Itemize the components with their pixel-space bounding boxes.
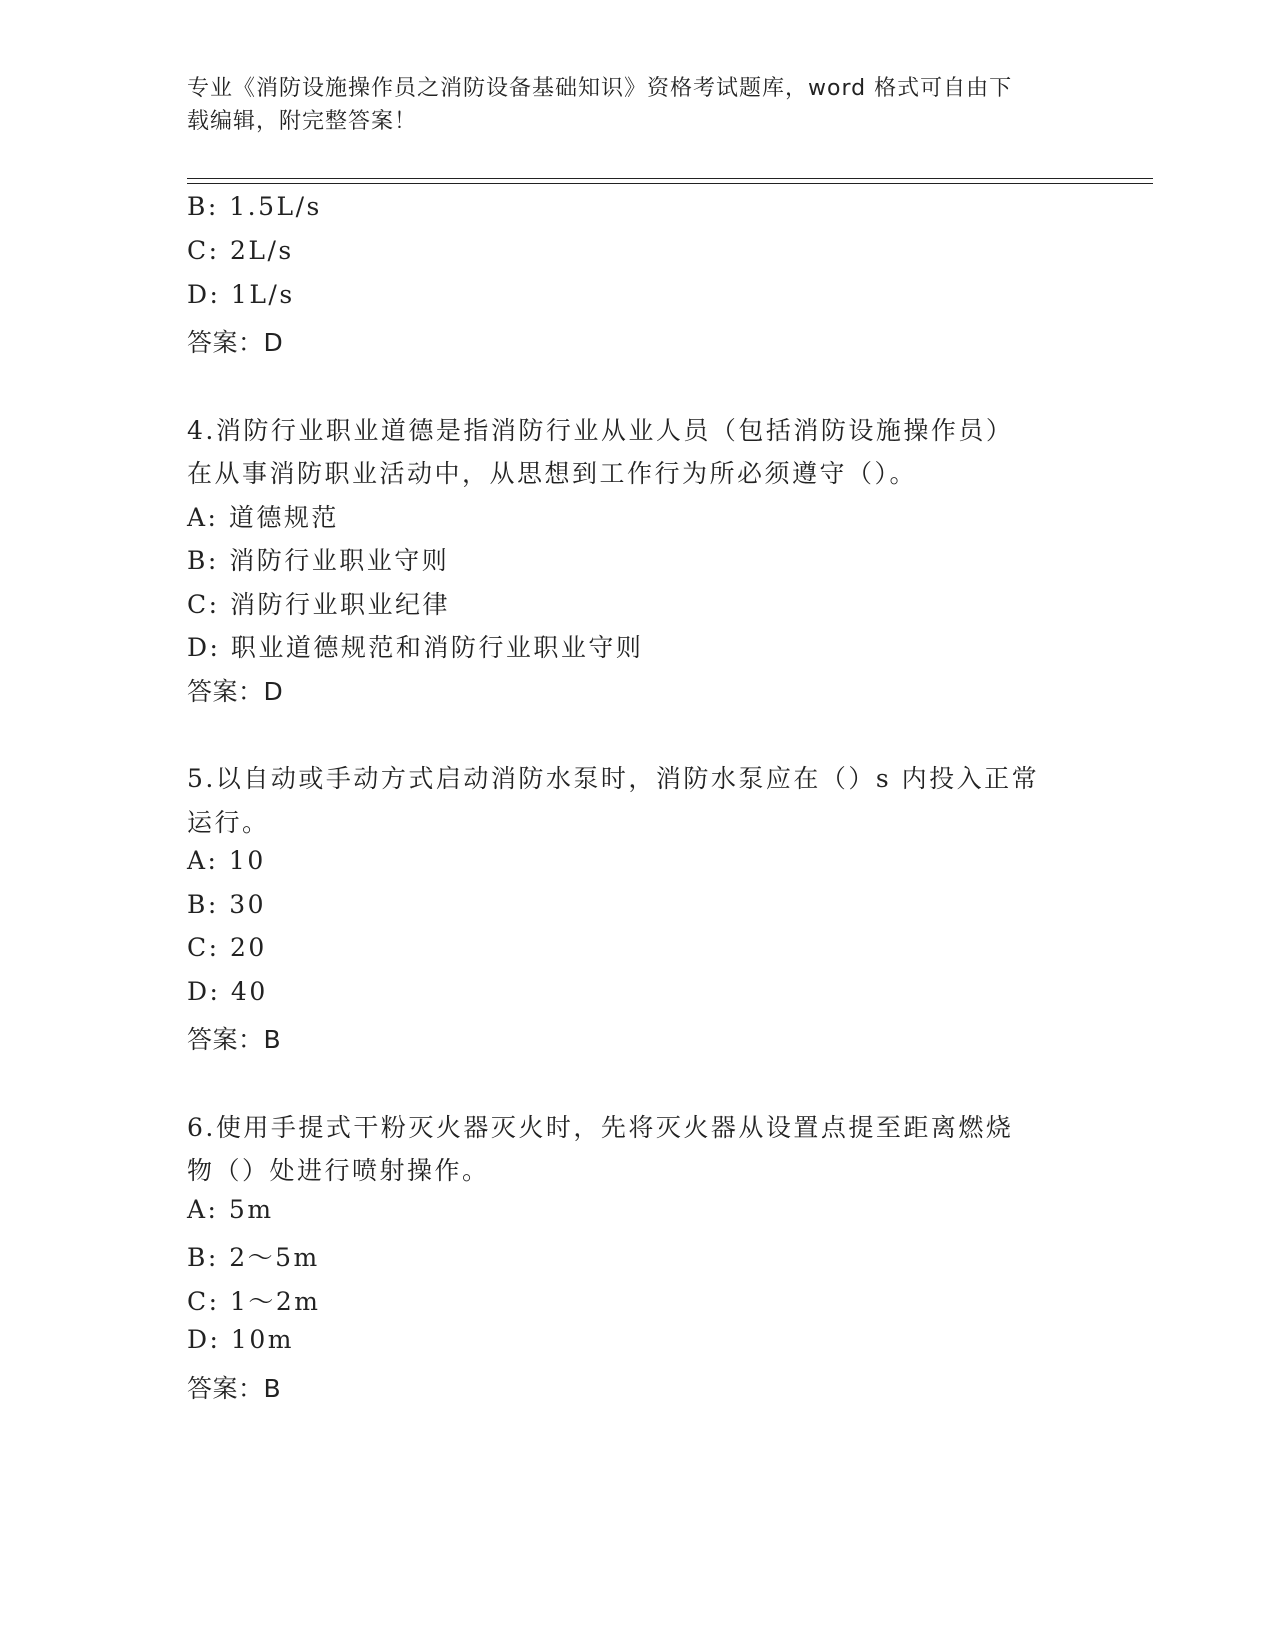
q6-answer: 答案：B (187, 1374, 282, 1403)
q4-stem-line-1: 4.消防行业职业道德是指消防行业从业人员（包括消防设施操作员） (187, 416, 1014, 445)
header-divider-bottom (187, 183, 1153, 184)
header-line-2: 载编辑，附完整答案！ (187, 109, 418, 134)
q6-stem-line-2: 物（）处进行喷射操作。 (187, 1156, 490, 1185)
q4-option-a: A: 道德规范 (187, 503, 339, 532)
q6-stem-line-1: 6.使用手提式干粉灭火器灭火时，先将灭火器从设置点提至距离燃烧 (187, 1113, 1014, 1142)
q5-option-c: C: 20 (187, 933, 267, 962)
q6-option-a: A: 5m (187, 1195, 274, 1224)
header-divider-top (187, 178, 1153, 179)
header-line-1: 专业《消防设施操作员之消防设备基础知识》资格考试题库，word 格式可自由下 (187, 76, 1013, 101)
q4-stem-line-2: 在从事消防职业活动中，从思想到工作行为所必须遵守（）。 (187, 459, 918, 488)
q4-option-b: B: 消防行业职业守则 (187, 546, 450, 575)
q4-answer: 答案：D (187, 677, 284, 706)
q3-option-b: B: 1.5L/s (187, 192, 322, 221)
q6-option-b: B: 2～5m (187, 1243, 320, 1272)
q3-answer: 答案：D (187, 328, 284, 357)
q5-option-d: D: 40 (187, 977, 268, 1006)
q5-stem-line-1: 5.以自动或手动方式启动消防水泵时，消防水泵应在（）s 内投入正常 (187, 764, 1040, 793)
q6-option-d: D: 10m (187, 1325, 294, 1354)
q5-option-b: B: 30 (187, 890, 267, 919)
q3-option-d: D: 1L/s (187, 280, 295, 309)
q6-option-c: C: 1～2m (187, 1287, 321, 1316)
q3-option-c: C: 2L/s (187, 236, 294, 265)
q4-option-d: D: 职业道德规范和消防行业职业守则 (187, 633, 644, 662)
q5-option-a: A: 10 (187, 846, 266, 875)
q5-answer: 答案：B (187, 1025, 282, 1054)
q5-stem-line-2: 运行。 (187, 808, 270, 837)
q4-option-c: C: 消防行业职业纪律 (187, 590, 450, 619)
document-header (187, 72, 1067, 138)
